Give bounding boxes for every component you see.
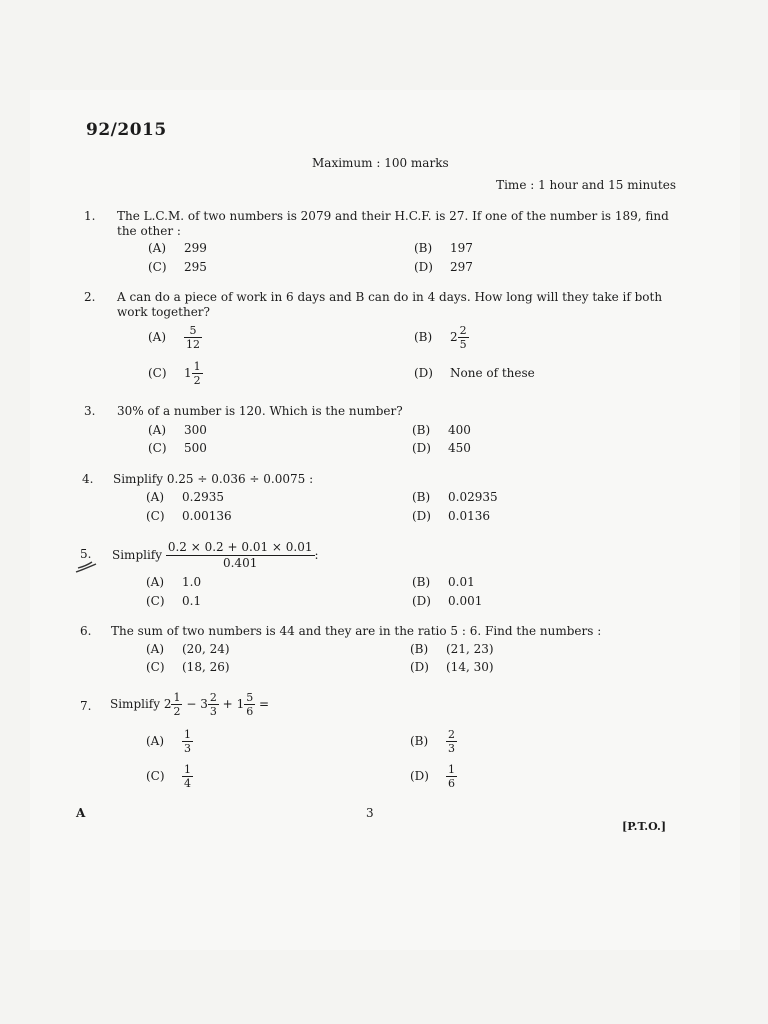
- option-d: (D) (14, 30): [410, 660, 494, 674]
- option-a: (A) 300: [148, 423, 207, 437]
- option-b: (B) (21, 23): [410, 642, 494, 656]
- option-c: (C) 295: [148, 260, 207, 274]
- question-number: 3.: [84, 404, 96, 418]
- option-b: (B) 197: [414, 241, 473, 255]
- option-a: (A) (20, 24): [146, 642, 230, 656]
- page-number: 3: [366, 806, 374, 820]
- option-b: (B) $\frac{2}{3}$: [410, 728, 455, 755]
- handwritten-tick-mark: [72, 556, 100, 576]
- option-d: (D) None of these: [414, 366, 535, 380]
- option-a: (A) 0.2935: [146, 490, 224, 504]
- option-c: (C) 1 $\frac{1}{2}$: [148, 360, 201, 387]
- option-c: (C) $\frac{1}{4}$: [146, 763, 191, 790]
- option-a: (A) 1.0: [146, 575, 202, 589]
- option-d: (D) 0.0136: [412, 509, 490, 523]
- option-d: (D) 0.001: [412, 594, 483, 608]
- question-text: The L.C.M. of two numbers is 2079 and their H.C.F. is 27. If one of the number is 189, find the other :: [117, 209, 669, 238]
- option-b: (B) 0.01: [412, 575, 475, 589]
- option-d: (D) 450: [412, 441, 471, 455]
- question-number: 7.: [80, 699, 92, 713]
- option-c: (C) 0.00136: [146, 509, 232, 523]
- paper-code: 92/2015: [86, 120, 167, 140]
- question-text: Simplify 2 $\frac{1}{2}$ − 3 $\frac{2}{3}$ + 1 $\frac{5}{6}$ =: [110, 691, 270, 718]
- question-text: 30% of a number is 120. Which is the number?: [117, 404, 403, 418]
- option-c: (C) (18, 26): [146, 660, 230, 674]
- max-marks: Maximum : 100 marks: [312, 156, 449, 170]
- question-number: 4.: [82, 472, 94, 486]
- option-c: (C) 0.1: [146, 594, 202, 608]
- option-a: (A) 299: [148, 241, 207, 255]
- question-text: Simplify 0.25 ÷ 0.036 ÷ 0.0075 :: [113, 472, 314, 486]
- time-allowed: Time : 1 hour and 15 minutes: [496, 178, 676, 192]
- option-b: (B) 2 $\frac{2}{5}$: [414, 324, 467, 351]
- option-d: (D) 297: [414, 260, 473, 274]
- question-number: 2.: [84, 290, 96, 304]
- pto-label: [P.T.O.]: [622, 820, 667, 833]
- question-number: 1.: [84, 209, 96, 223]
- series-label: A: [76, 806, 86, 820]
- option-c: (C) 500: [148, 441, 207, 455]
- question-text: Simplify $\frac{0.2 \times 0.2 + 0.01 \times 0.01}{0.401}$ :: [112, 540, 319, 570]
- option-b: (B) 400: [412, 423, 471, 437]
- option-a: (A) $\frac{5}{12}$: [148, 324, 200, 351]
- option-d: (D) $\frac{1}{6}$: [410, 763, 455, 790]
- option-a: (A) $\frac{1}{3}$: [146, 728, 191, 755]
- question-text: The sum of two numbers is 44 and they are in the ratio 5 : 6. Find the numbers :: [111, 624, 602, 638]
- question-number: 5.: [80, 547, 92, 561]
- question-text: A can do a piece of work in 6 days and B can do in 4 days. How long will they take if both work together?: [117, 290, 663, 319]
- question-number: 6.: [80, 624, 92, 638]
- option-b: (B) 0.02935: [412, 490, 498, 504]
